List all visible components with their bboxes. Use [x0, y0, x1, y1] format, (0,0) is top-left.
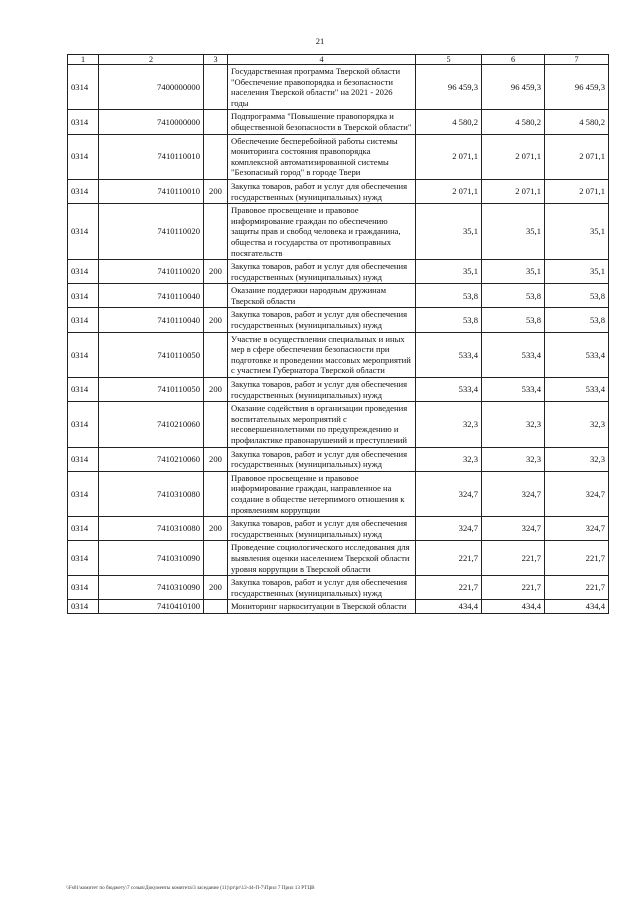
cell-name: Проведение социологического исследования для выявления оценки населением Тверской области уровня коррупции в Тверской области [228, 541, 416, 576]
cell-amount-2: 324,7 [482, 471, 545, 516]
budget-table [67, 54, 609, 614]
cell-name: Закупка товаров, работ и услуг для обеспечения государственных (муниципальных) нужд [228, 179, 416, 203]
header-col-4: 4 [228, 55, 416, 65]
table-row [68, 110, 609, 134]
cell-section-code: 0314 [68, 541, 99, 576]
cell-amount-3: 4 580,2 [545, 110, 609, 134]
cell-name: Закупка товаров, работ и услуг для обеспечения государственных (муниципальных) нужд [228, 447, 416, 471]
cell-target-article: 7410310080 [99, 471, 204, 516]
cell-expense-type: 200 [204, 517, 228, 541]
cell-amount-1: 221,7 [416, 576, 482, 600]
table-row [68, 284, 609, 308]
cell-target-article: 7410410100 [99, 600, 204, 614]
cell-section-code: 0314 [68, 576, 99, 600]
cell-amount-3: 2 071,1 [545, 179, 609, 203]
cell-expense-type [204, 471, 228, 516]
cell-target-article: 7410210060 [99, 447, 204, 471]
cell-amount-1: 35,1 [416, 260, 482, 284]
cell-section-code: 0314 [68, 378, 99, 402]
table-row [68, 134, 609, 179]
table-row [68, 600, 609, 614]
cell-name: Подпрограмма "Повышение правопорядка и общественной безопасности в Тверской области" [228, 110, 416, 134]
cell-target-article: 7410110040 [99, 284, 204, 308]
cell-expense-type [204, 134, 228, 179]
cell-amount-3: 32,3 [545, 402, 609, 447]
table-row [68, 447, 609, 471]
table-row [68, 402, 609, 447]
cell-amount-2: 53,8 [482, 284, 545, 308]
cell-section-code: 0314 [68, 134, 99, 179]
cell-expense-type [204, 600, 228, 614]
cell-amount-3: 53,8 [545, 284, 609, 308]
cell-name: Закупка товаров, работ и услуг для обеспечения государственных (муниципальных) нужд [228, 260, 416, 284]
cell-target-article: 7410000000 [99, 110, 204, 134]
cell-name: Мониторинг наркоситуации в Тверской области [228, 600, 416, 614]
cell-target-article: 7410310090 [99, 576, 204, 600]
cell-expense-type [204, 284, 228, 308]
cell-amount-2: 35,1 [482, 260, 545, 284]
table-row [68, 65, 609, 110]
cell-amount-1: 221,7 [416, 541, 482, 576]
header-col-1: 1 [68, 55, 99, 65]
table-row [68, 471, 609, 516]
cell-expense-type: 200 [204, 179, 228, 203]
cell-amount-1: 53,8 [416, 284, 482, 308]
cell-target-article: 7410310080 [99, 517, 204, 541]
cell-name: Закупка товаров, работ и услуг для обеспечения государственных (муниципальных) нужд [228, 308, 416, 332]
table-row [68, 576, 609, 600]
cell-section-code: 0314 [68, 65, 99, 110]
cell-section-code: 0314 [68, 110, 99, 134]
cell-target-article: 7410210060 [99, 402, 204, 447]
cell-target-article: 7410110010 [99, 179, 204, 203]
cell-amount-2: 96 459,3 [482, 65, 545, 110]
cell-section-code: 0314 [68, 517, 99, 541]
cell-amount-2: 2 071,1 [482, 134, 545, 179]
cell-expense-type: 200 [204, 260, 228, 284]
header-col-5: 5 [416, 55, 482, 65]
cell-amount-2: 221,7 [482, 576, 545, 600]
cell-section-code: 0314 [68, 332, 99, 377]
cell-expense-type [204, 332, 228, 377]
header-col-6: 6 [482, 55, 545, 65]
cell-target-article: 7410110050 [99, 332, 204, 377]
page-number: 21 [315, 36, 325, 46]
cell-amount-2: 324,7 [482, 517, 545, 541]
cell-amount-3: 35,1 [545, 260, 609, 284]
cell-amount-3: 434,4 [545, 600, 609, 614]
table-row [68, 332, 609, 377]
cell-amount-3: 221,7 [545, 576, 609, 600]
cell-name: Участие в осуществлении специальных и иных мер в сфере обеспечения безопасности при подготовке и проведении массовых мероприятий с участием Губернатора Тверской области [228, 332, 416, 377]
table-row [68, 541, 609, 576]
cell-amount-2: 32,3 [482, 402, 545, 447]
cell-amount-3: 96 459,3 [545, 65, 609, 110]
cell-name: Правовое просвещение и правовое информирование граждан по обеспечению защиты прав и свобод человека и гражданина, общества и государства от противоправных посягательств [228, 204, 416, 260]
cell-amount-2: 53,8 [482, 308, 545, 332]
cell-amount-1: 2 071,1 [416, 134, 482, 179]
table-header-row [68, 55, 609, 65]
cell-amount-2: 533,4 [482, 332, 545, 377]
table-row [68, 204, 609, 260]
cell-amount-1: 4 580,2 [416, 110, 482, 134]
cell-amount-1: 324,7 [416, 517, 482, 541]
cell-target-article: 7410110020 [99, 204, 204, 260]
cell-amount-3: 533,4 [545, 378, 609, 402]
cell-amount-1: 324,7 [416, 471, 482, 516]
cell-amount-3: 35,1 [545, 204, 609, 260]
cell-expense-type: 200 [204, 447, 228, 471]
cell-amount-2: 2 071,1 [482, 179, 545, 203]
cell-target-article: 7410310090 [99, 541, 204, 576]
table-row [68, 260, 609, 284]
cell-name: Оказание содействия в организации проведения воспитательных мероприятий с несовершеннолетними по предупреждению и профилактике правонарушений и преступлений [228, 402, 416, 447]
cell-target-article: 7410110050 [99, 378, 204, 402]
cell-amount-3: 221,7 [545, 541, 609, 576]
cell-target-article: 7410110040 [99, 308, 204, 332]
cell-amount-2: 4 580,2 [482, 110, 545, 134]
cell-expense-type: 200 [204, 378, 228, 402]
cell-amount-1: 533,4 [416, 378, 482, 402]
cell-amount-1: 53,8 [416, 308, 482, 332]
cell-name: Закупка товаров, работ и услуг для обеспечения государственных (муниципальных) нужд [228, 517, 416, 541]
cell-expense-type [204, 110, 228, 134]
cell-amount-1: 533,4 [416, 332, 482, 377]
cell-name: Оказание поддержки народным дружинам Тверской области [228, 284, 416, 308]
cell-target-article: 7400000000 [99, 65, 204, 110]
table-row [68, 517, 609, 541]
cell-amount-1: 35,1 [416, 204, 482, 260]
table-row [68, 179, 609, 203]
cell-name: Закупка товаров, работ и услуг для обеспечения государственных (муниципальных) нужд [228, 576, 416, 600]
cell-target-article: 7410110010 [99, 134, 204, 179]
cell-expense-type [204, 541, 228, 576]
cell-section-code: 0314 [68, 600, 99, 614]
header-col-2: 2 [99, 55, 204, 65]
cell-amount-3: 324,7 [545, 471, 609, 516]
cell-section-code: 0314 [68, 260, 99, 284]
cell-amount-2: 221,7 [482, 541, 545, 576]
cell-section-code: 0314 [68, 308, 99, 332]
cell-target-article: 7410110020 [99, 260, 204, 284]
cell-name: Закупка товаров, работ и услуг для обеспечения государственных (муниципальных) нужд [228, 378, 416, 402]
cell-expense-type [204, 65, 228, 110]
table-row [68, 308, 609, 332]
cell-section-code: 0314 [68, 402, 99, 447]
cell-section-code: 0314 [68, 179, 99, 203]
cell-section-code: 0314 [68, 204, 99, 260]
footer-file-path: \\Fs01\комитет по бюджету\7 созыв\Документы комитета\3 заседание (11)\pr\pr\12-44-П-7\Прил 7 Прил 13 РТЦВ [66, 885, 315, 891]
cell-amount-3: 533,4 [545, 332, 609, 377]
cell-amount-3: 324,7 [545, 517, 609, 541]
cell-amount-1: 434,4 [416, 600, 482, 614]
cell-section-code: 0314 [68, 471, 99, 516]
cell-amount-1: 32,3 [416, 447, 482, 471]
cell-amount-3: 53,8 [545, 308, 609, 332]
cell-amount-2: 32,3 [482, 447, 545, 471]
cell-name: Правовое просвещение и правовое информирование граждан, направленное на создание в обществе нетерпимого отношения к проявлениям коррупции [228, 471, 416, 516]
table-row [68, 378, 609, 402]
cell-expense-type: 200 [204, 308, 228, 332]
header-col-7: 7 [545, 55, 609, 65]
cell-section-code: 0314 [68, 447, 99, 471]
cell-expense-type: 200 [204, 576, 228, 600]
cell-section-code: 0314 [68, 284, 99, 308]
cell-expense-type [204, 204, 228, 260]
cell-expense-type [204, 402, 228, 447]
cell-amount-3: 32,3 [545, 447, 609, 471]
cell-name: Государственная программа Тверской области "Обеспечение правопорядка и безопасности населения Тверской области" на 2021 - 2026 годы [228, 65, 416, 110]
cell-amount-2: 533,4 [482, 378, 545, 402]
cell-amount-1: 2 071,1 [416, 179, 482, 203]
cell-amount-1: 96 459,3 [416, 65, 482, 110]
table-body [68, 65, 609, 614]
header-col-3: 3 [204, 55, 228, 65]
cell-amount-2: 35,1 [482, 204, 545, 260]
cell-amount-2: 434,4 [482, 600, 545, 614]
cell-amount-3: 2 071,1 [545, 134, 609, 179]
cell-amount-1: 32,3 [416, 402, 482, 447]
cell-name: Обеспечение бесперебойной работы системы мониторинга состояния правопорядка комплексной автоматизированной системы "Безопасный город" в городе Твери [228, 134, 416, 179]
